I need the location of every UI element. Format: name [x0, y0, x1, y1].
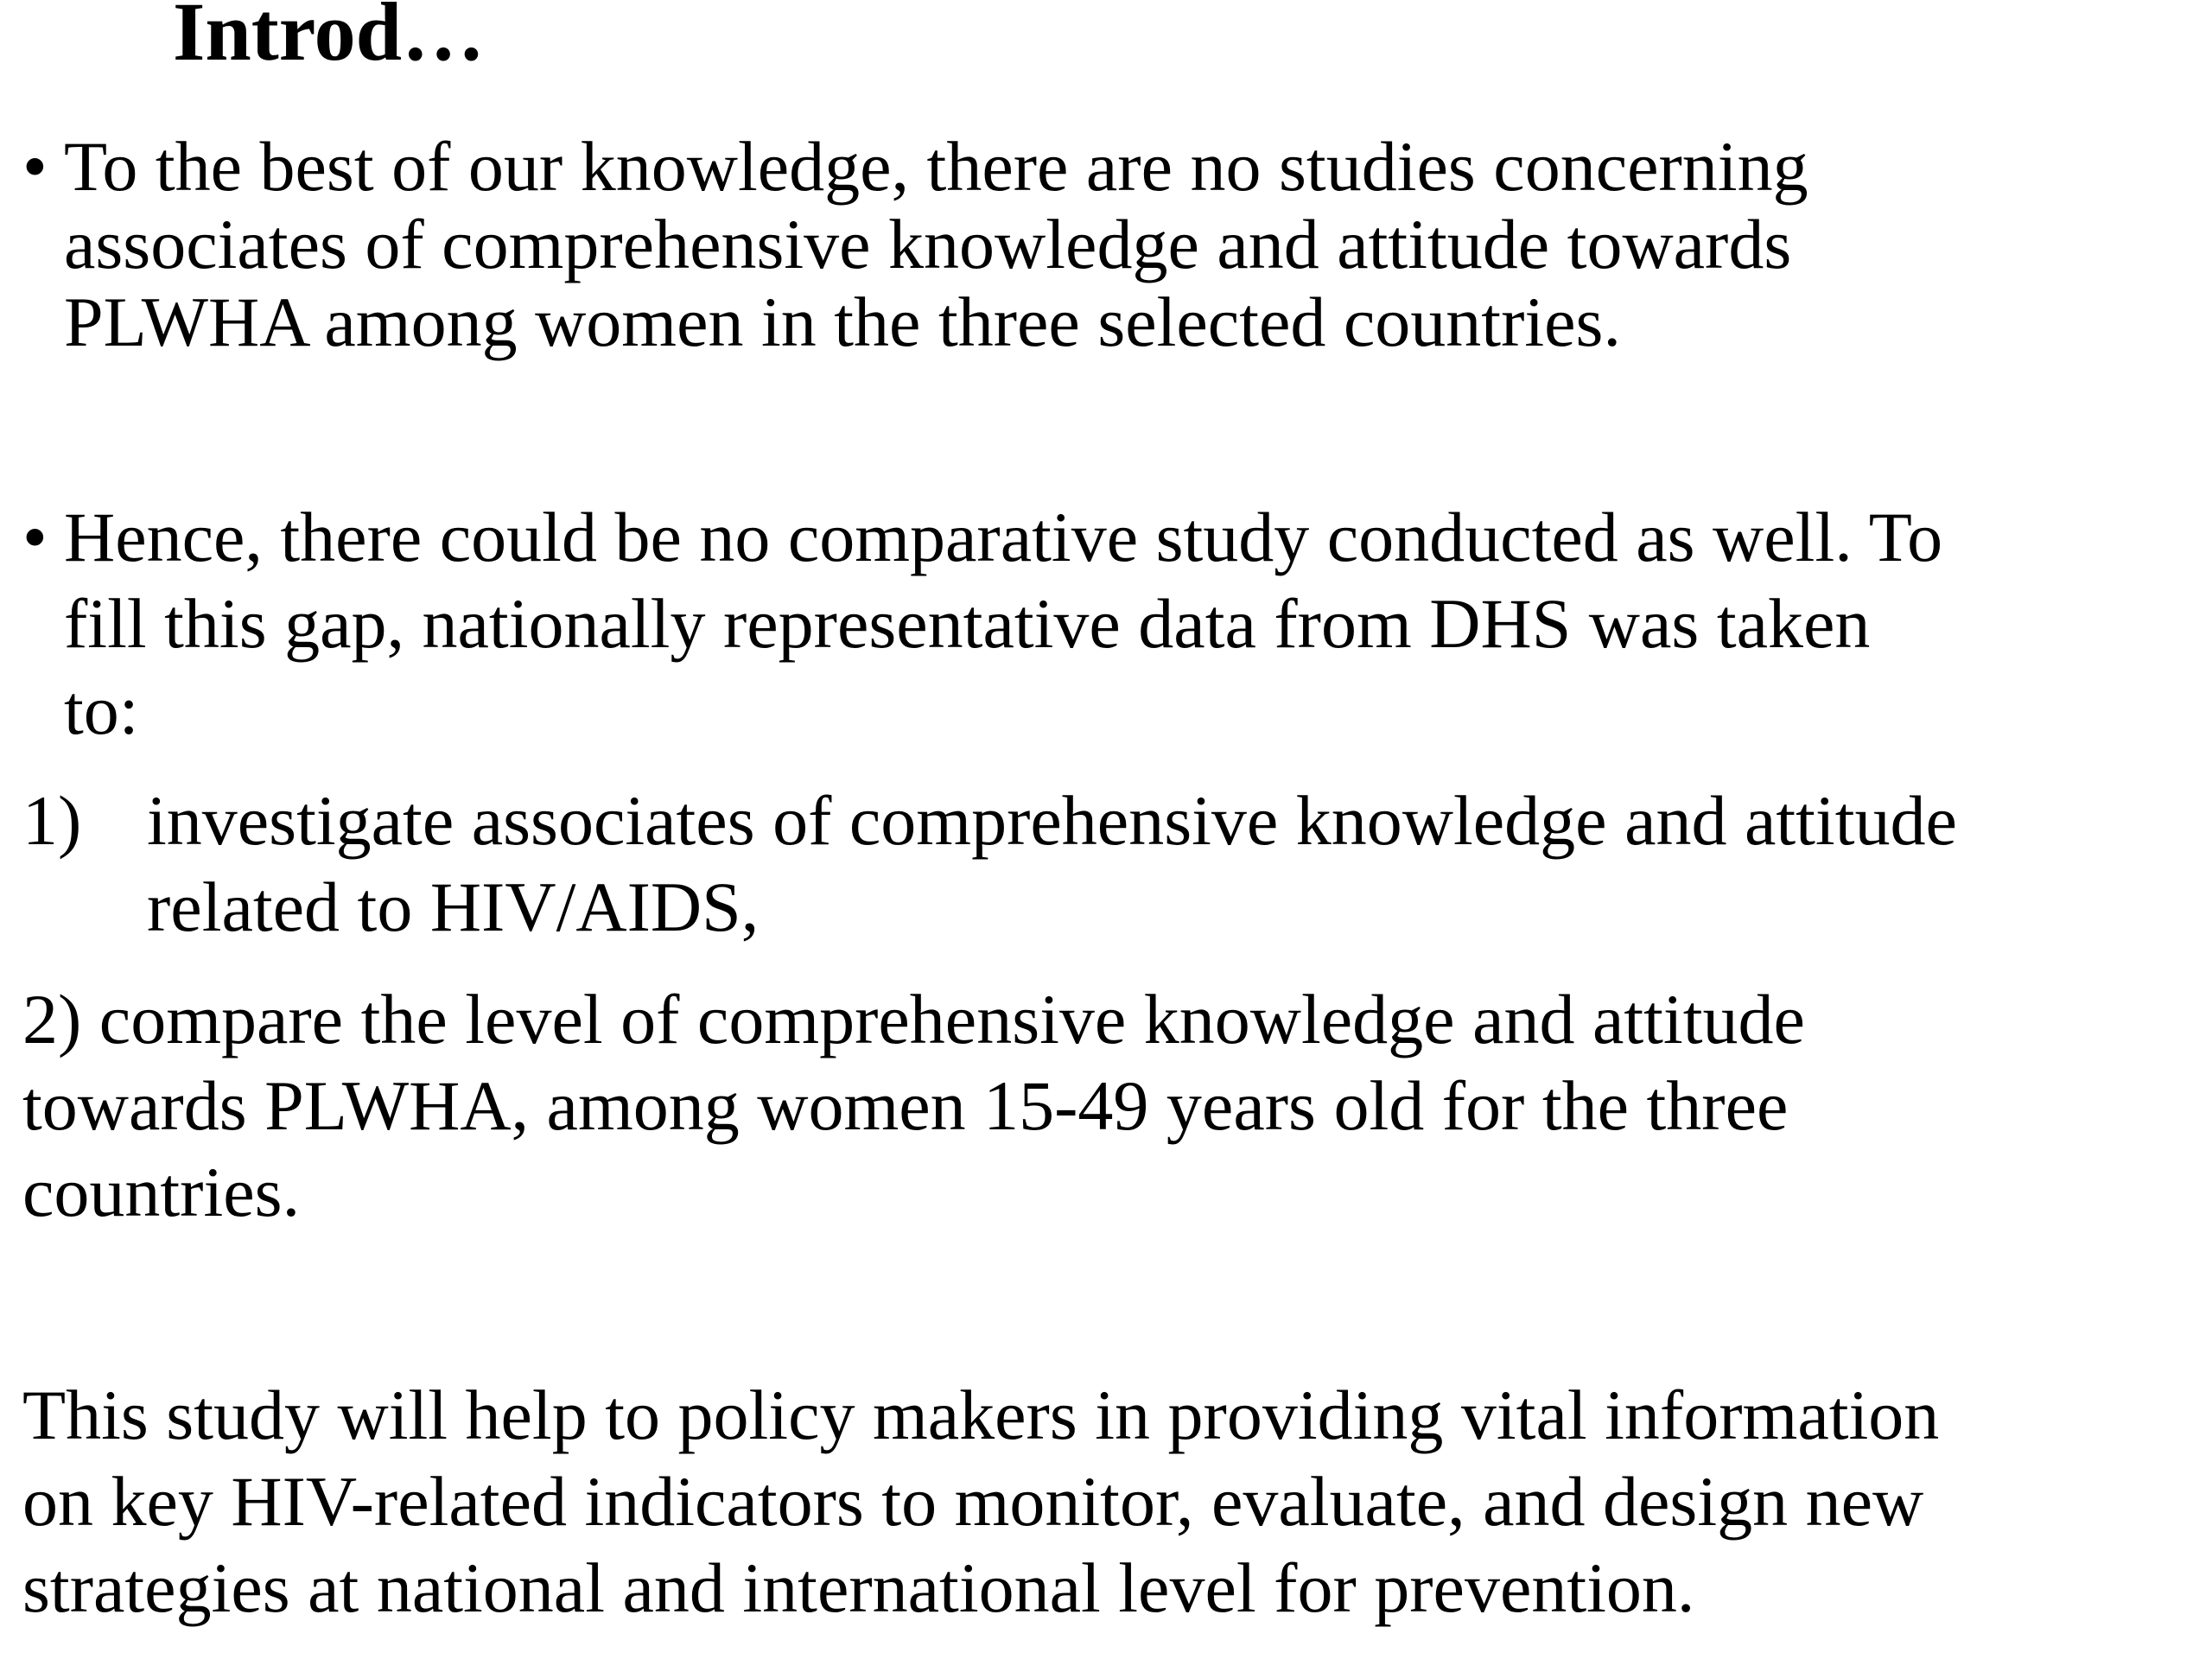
- conclusion-line-3: strategies at national and international level for prevention.: [22, 1548, 1695, 1627]
- numbered-item-2: [22, 976, 1805, 1236]
- bullet-1-line-2: associates of comprehensive knowledge and attitude towards: [64, 205, 1792, 283]
- numbered-item-2-line-1: 2) compare the level of comprehensive knowledge and attitude: [22, 980, 1805, 1058]
- numbered-item-2-line-3: countries.: [22, 1153, 301, 1231]
- numbered-item-1-line-2: related to HIV/AIDS,: [147, 868, 760, 946]
- bullet-1-line-3: PLWHA among women in the three selected countries.: [64, 283, 1621, 361]
- bullet-2-text: [64, 494, 1942, 753]
- numbered-item-1-label: 1): [22, 781, 82, 860]
- bullet-2-line-2: fill this gap, nationally representative data from DHS was taken: [64, 584, 1871, 663]
- bullet-1-line-1: To the best of our knowledge, there are no studies concerning: [64, 127, 1808, 206]
- conclusion-paragraph: [22, 1372, 1939, 1631]
- bullet-glyph: •: [22, 127, 48, 206]
- numbered-item-1-text: [147, 778, 1957, 950]
- bullet-2-line-3: to:: [64, 671, 139, 749]
- numbered-item-1-line-1: investigate associates of comprehensive knowledge and attitude: [147, 781, 1957, 860]
- bullet-glyph: •: [22, 498, 48, 576]
- numbered-item-2-line-2: towards PLWHA, among women 15-49 years old for the three: [22, 1066, 1789, 1145]
- bullet-2-line-1: Hence, there could be no comparative study conducted as well. To: [64, 498, 1943, 576]
- slide-title: Introd…: [173, 0, 485, 78]
- conclusion-line-1: This study will help to policy makers in providing vital information: [22, 1376, 1940, 1454]
- conclusion-line-2: on key HIV-related indicators to monitor, evaluate, and design new: [22, 1462, 1924, 1541]
- bullet-1-text: [64, 128, 1808, 361]
